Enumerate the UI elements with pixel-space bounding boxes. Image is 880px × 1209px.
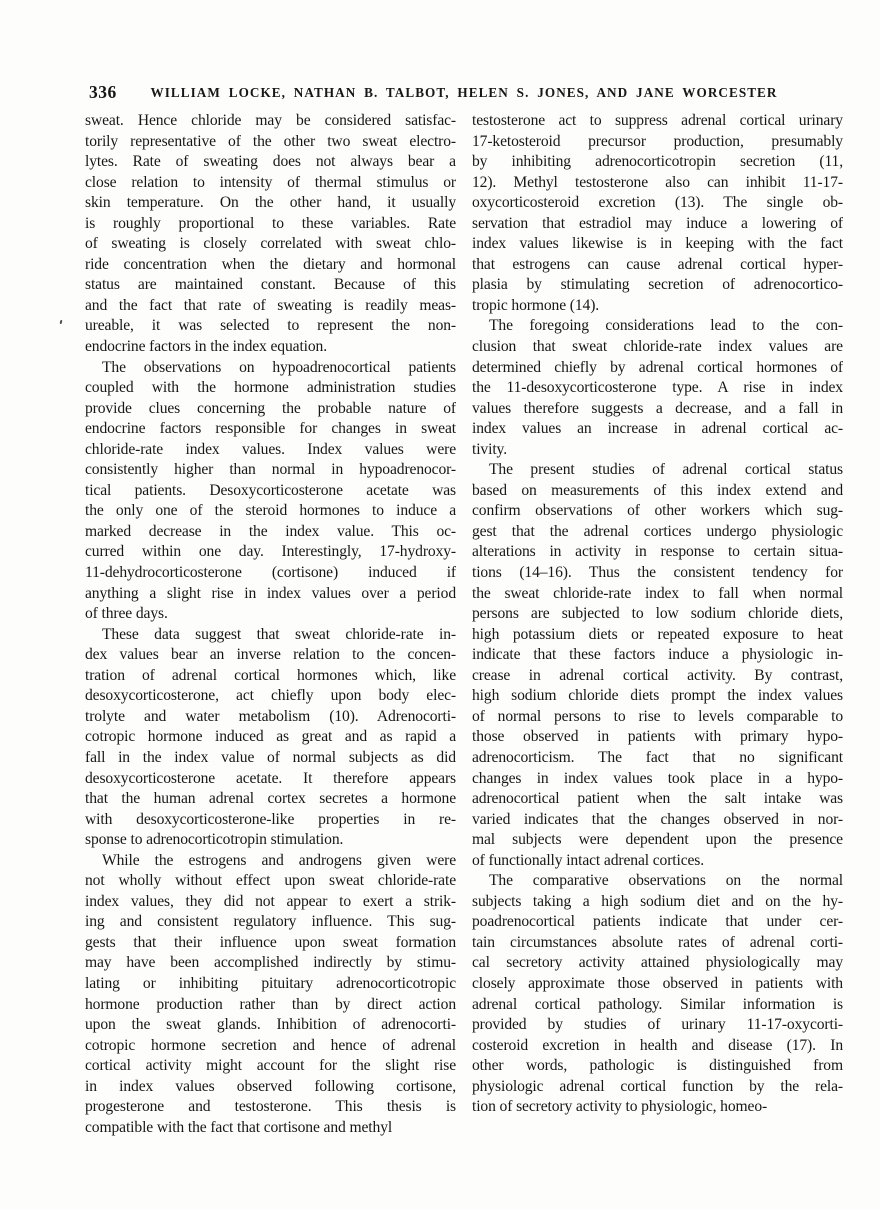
text-line: high sodium chloride diets prompt the index values bbox=[472, 687, 843, 705]
text-line: the 11-desoxycorticosterone type. A rise in index bbox=[472, 379, 843, 397]
text-line: that estrogens can cause adrenal cortical hyper- bbox=[472, 255, 843, 273]
text-line: desoxycorticosterone acetate. It therefore appears bbox=[85, 769, 456, 787]
text-line: tion of secretory activity to physiologic, homeo- bbox=[472, 1098, 768, 1116]
text-line: skin temperature. On the other hand, it usually bbox=[85, 194, 456, 212]
text-line: confirm observations of other workers which sug- bbox=[472, 502, 843, 520]
text-line: of normal persons to rise to levels comparable to bbox=[472, 707, 843, 725]
text-line: with desoxycorticosterone-like properties in re- bbox=[85, 810, 456, 828]
text-line: determined chiefly by adrenal cortical hormones of bbox=[472, 358, 843, 376]
paragraph bbox=[85, 358, 456, 625]
text-line: torily representative of the other two sweat electro- bbox=[85, 132, 456, 150]
text-line: mal subjects were dependent upon the presence bbox=[472, 831, 843, 849]
text-line: cal secretory activity attained physiologically may bbox=[472, 954, 843, 972]
text-line: by inhibiting adrenocorticotropin secretion (11, bbox=[472, 153, 843, 171]
text-line: high potassium diets or repeated exposure to heat bbox=[472, 625, 843, 643]
text-line: those observed in patients with primary hypo- bbox=[472, 728, 843, 746]
text-line: close relation to intensity of thermal stimulus or bbox=[85, 173, 456, 191]
text-line: upon the sweat glands. Inhibition of adrenocorti- bbox=[85, 1016, 456, 1034]
text-line: lating or inhibiting pituitary adrenocorticotropic bbox=[85, 974, 456, 992]
paragraph bbox=[472, 111, 843, 316]
text-line: curred within one day. Interestingly, 17-hydroxy- bbox=[85, 543, 456, 561]
running-title: WILLIAM LOCKE, NATHAN B. TALBOT, HELEN S. JONES, AND JANE WORCESTER bbox=[150, 85, 778, 100]
text-line: the only one of the steroid hormones to induce a bbox=[85, 502, 456, 520]
text-line: ing and consistent regulatory influence. This sug- bbox=[85, 913, 456, 931]
text-line: physiologic adrenal cortical function by the rela- bbox=[472, 1077, 843, 1095]
text-line: of sweating is closely correlated with sweat chlo- bbox=[85, 235, 456, 253]
text-line: 17-ketosteroid precursor production, presumably bbox=[472, 132, 843, 150]
text-line: The comparative observations on the normal bbox=[489, 872, 843, 890]
text-line: that the human adrenal cortex secretes a hormone bbox=[85, 790, 456, 808]
text-line: tain circumstances absolute rates of adrenal corti- bbox=[472, 933, 843, 951]
text-line: dex values bear an inverse relation to the concen- bbox=[85, 646, 456, 664]
text-line: consistently higher than normal in hypoadrenocor- bbox=[85, 461, 456, 479]
text-line: and the fact that rate of sweating is readily meas- bbox=[85, 296, 456, 314]
text-line: provide clues concerning the probable nature of bbox=[85, 399, 456, 417]
text-line: tivity. bbox=[472, 440, 507, 458]
text-line: cortical activity might account for the slight rise bbox=[85, 1057, 456, 1075]
text-line: cotropic hormone secretion and hence of adrenal bbox=[85, 1036, 456, 1054]
text-line: of functionally intact adrenal cortices. bbox=[472, 851, 705, 869]
text-line: may have been accomplished indirectly by stimu- bbox=[85, 954, 456, 972]
text-line: varied indicates that the changes observed in nor- bbox=[472, 810, 843, 828]
text-line: subjects taking a high sodium diet and on the hy- bbox=[472, 892, 843, 910]
text-line: plasia by stimulating secretion of adrenocortico- bbox=[472, 276, 843, 294]
text-line: tration of adrenal cortical hormones which, like bbox=[85, 666, 456, 684]
text-line: adrenocortical patient when the salt intake was bbox=[472, 790, 843, 808]
paragraph bbox=[472, 460, 843, 871]
text-line: alterations in activity in response to certain situa- bbox=[472, 543, 843, 561]
text-line: not wholly without effect upon sweat chloride-rate bbox=[85, 872, 456, 890]
text-line: changes in index values took place in a hypo- bbox=[472, 769, 843, 787]
text-line: The present studies of adrenal cortical status bbox=[489, 461, 843, 479]
text-line: gests that their influence upon sweat formation bbox=[85, 933, 456, 951]
text-line: 12). Methyl testosterone also can inhibit 11-17- bbox=[472, 173, 843, 191]
two-column-text-body bbox=[85, 111, 843, 1138]
text-line: poadrenocortical patients indicate that under cer- bbox=[472, 913, 843, 931]
text-line: persons are subjected to low sodium chloride diets, bbox=[472, 605, 843, 623]
text-line: other words, pathologic is distinguished from bbox=[472, 1057, 843, 1075]
text-line: ureable, it was selected to represent the non- bbox=[85, 317, 456, 335]
text-line: adrenal cortical pathology. Similar information is bbox=[472, 995, 843, 1013]
text-line: desoxycorticosterone, act chiefly upon body elec- bbox=[85, 687, 456, 705]
paragraph bbox=[85, 851, 456, 1139]
text-line: tical patients. Desoxycorticosterone acetate was bbox=[85, 481, 456, 499]
text-line: anything a slight rise in index values over a period bbox=[85, 584, 456, 602]
text-line: endocrine factors responsible for changes in sweat bbox=[85, 420, 456, 438]
text-line: servation that estradiol may induce a lowering of bbox=[472, 214, 843, 232]
text-line: The observations on hypoadrenocortical patients bbox=[102, 358, 456, 376]
text-line: status are maintained constant. Because of this bbox=[85, 276, 456, 294]
text-line: compatible with the fact that cortisone and methyl bbox=[85, 1118, 393, 1136]
text-line: While the estrogens and androgens given were bbox=[102, 851, 456, 869]
text-line: trolyte and water metabolism (10). Adrenocorti- bbox=[85, 707, 456, 725]
text-line: 11-dehydrocorticosterone (cortisone) induced if bbox=[85, 564, 456, 582]
text-line: cotropic hormone induced as great and as rapid a bbox=[85, 728, 456, 746]
text-line: is roughly proportional to these variables. Rate bbox=[85, 214, 456, 232]
text-line: fall in the index value of normal subjects as did bbox=[85, 748, 456, 766]
text-line: oxycorticosteroid excretion (13). The single ob- bbox=[472, 194, 843, 212]
paragraph bbox=[472, 871, 843, 1118]
page-header bbox=[85, 82, 843, 106]
text-line: index values an increase in adrenal cortical ac- bbox=[472, 420, 843, 438]
text-line: adrenocorticism. The fact that no significant bbox=[472, 748, 843, 766]
text-line: clusion that sweat chloride-rate index values are bbox=[472, 338, 843, 356]
paragraph bbox=[85, 625, 456, 851]
left-column bbox=[85, 111, 456, 1138]
text-line: indicate that these factors induce a physiologic in- bbox=[472, 646, 843, 664]
text-line: hormone production rather than by direct action bbox=[85, 995, 456, 1013]
right-column bbox=[472, 111, 843, 1138]
text-line: testosterone act to suppress adrenal cortical urinary bbox=[472, 112, 843, 129]
text-line: of three days. bbox=[85, 605, 168, 623]
text-line: values therefore suggests a decrease, and a fall in bbox=[472, 399, 843, 417]
text-line: marked decrease in the index value. This oc- bbox=[85, 522, 456, 540]
text-line: These data suggest that sweat chloride-rate in- bbox=[102, 625, 456, 643]
text-line: coupled with the hormone administration studies bbox=[85, 379, 456, 397]
text-line: index values, they did not appear to exert a strik- bbox=[85, 892, 456, 910]
text-line: tropic hormone (14). bbox=[472, 296, 600, 314]
text-line: ride concentration when the dietary and hormonal bbox=[85, 255, 456, 273]
text-line: closely approximate those observed in patients with bbox=[472, 974, 843, 992]
text-line: provided by studies of urinary 11-17-oxycorti- bbox=[472, 1016, 843, 1034]
text-line: tions (14–16). Thus the consistent tendency for bbox=[472, 564, 843, 582]
text-line: crease in adrenal cortical activity. By contrast, bbox=[472, 666, 843, 684]
text-line: progesterone and testosterone. This thesis is bbox=[85, 1098, 456, 1116]
text-line: The foregoing considerations lead to the con- bbox=[489, 317, 843, 335]
page-number: 336 bbox=[89, 82, 117, 102]
text-line: endocrine factors in the index equation. bbox=[85, 338, 328, 356]
paragraph bbox=[85, 111, 456, 358]
text-line: chloride-rate index values. Index values were bbox=[85, 440, 456, 458]
text-line: costeroid excretion in health and disease (17). In bbox=[472, 1036, 843, 1054]
text-line: the sweat chloride-rate index to fall when normal bbox=[472, 584, 843, 602]
text-line: based on measurements of this index extend and bbox=[472, 481, 843, 499]
text-line: in index values observed following cortisone, bbox=[85, 1077, 456, 1095]
paragraph bbox=[472, 316, 843, 460]
text-line: lytes. Rate of sweating does not always bear a bbox=[85, 153, 456, 171]
text-line: sponse to adrenocorticotropin stimulation. bbox=[85, 831, 344, 849]
text-line: sweat. Hence chloride may be considered satisfac- bbox=[85, 112, 456, 129]
text-line: gest that the adrenal cortices undergo physiologic bbox=[472, 522, 843, 540]
text-line: index values likewise is in keeping with the fact bbox=[472, 235, 843, 253]
scan-artifact-dot bbox=[60, 320, 63, 324]
